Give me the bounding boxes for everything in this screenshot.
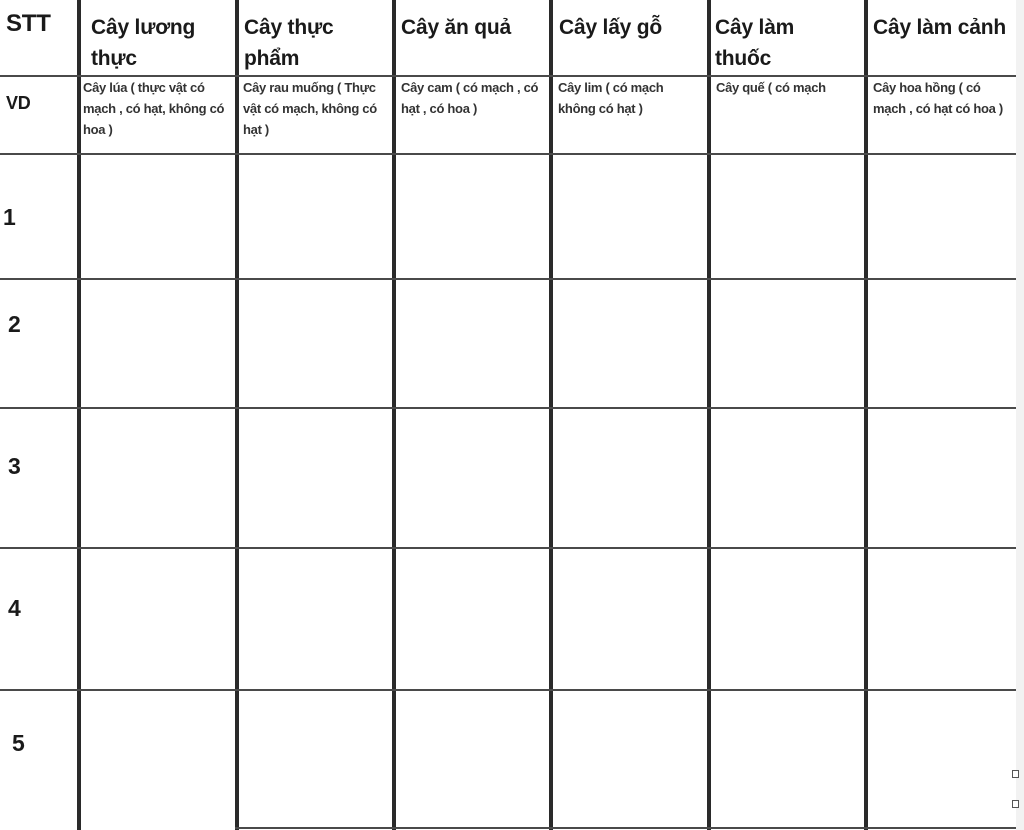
row-number-3: 3 [8, 453, 21, 479]
example-cay-lam-canh: Cây hoa hồng ( có mạch , có hạt có hoa ) [873, 80, 1003, 116]
grid-line [0, 407, 1018, 409]
row-number-1: 1 [3, 204, 16, 230]
grid-line [0, 153, 1018, 155]
grid-line [0, 689, 1018, 691]
header-stt: STT [6, 10, 51, 37]
grid-line [77, 0, 81, 830]
example-cay-lay-go: Cây lim ( có mạch không có hạt ) [558, 80, 664, 116]
resize-handle[interactable] [1012, 770, 1019, 778]
grid-line [235, 0, 239, 830]
row-label-vd: VD [6, 93, 31, 113]
header-cay-an-qua: Cây ăn quả [401, 16, 512, 39]
header-cay-lam-thuoc: Cây làm thuốc [715, 16, 795, 70]
grid-line [235, 827, 1018, 829]
example-cay-lam-thuoc: Cây quế ( có mạch [716, 80, 826, 95]
header-cay-luong-thuc: Cây lương thực [91, 16, 196, 70]
page-edge [1016, 0, 1024, 830]
header-cay-lam-canh: Cây làm cảnh [873, 16, 1006, 39]
example-cay-an-qua: Cây cam ( có mạch , có hạt , có hoa ) [401, 80, 539, 116]
grid-line [0, 278, 1018, 280]
row-number-4: 4 [8, 595, 21, 621]
header-cay-lay-go: Cây lấy gỗ [559, 16, 663, 39]
grid-line [707, 0, 711, 830]
row-number-2: 2 [8, 311, 21, 337]
resize-handle[interactable] [1012, 800, 1019, 808]
header-cay-thuc-pham: Cây thực phẩm [244, 16, 334, 70]
example-cay-luong-thuc: Cây lúa ( thực vật có mạch , có hạt, không có hoa ) [83, 80, 225, 137]
grid-line [549, 0, 553, 830]
grid-line [864, 0, 868, 830]
example-cay-thuc-pham: Cây rau muống ( Thực vật có mạch, không có hạt ) [243, 80, 377, 137]
grid-line [0, 547, 1018, 549]
row-number-5: 5 [12, 730, 25, 756]
